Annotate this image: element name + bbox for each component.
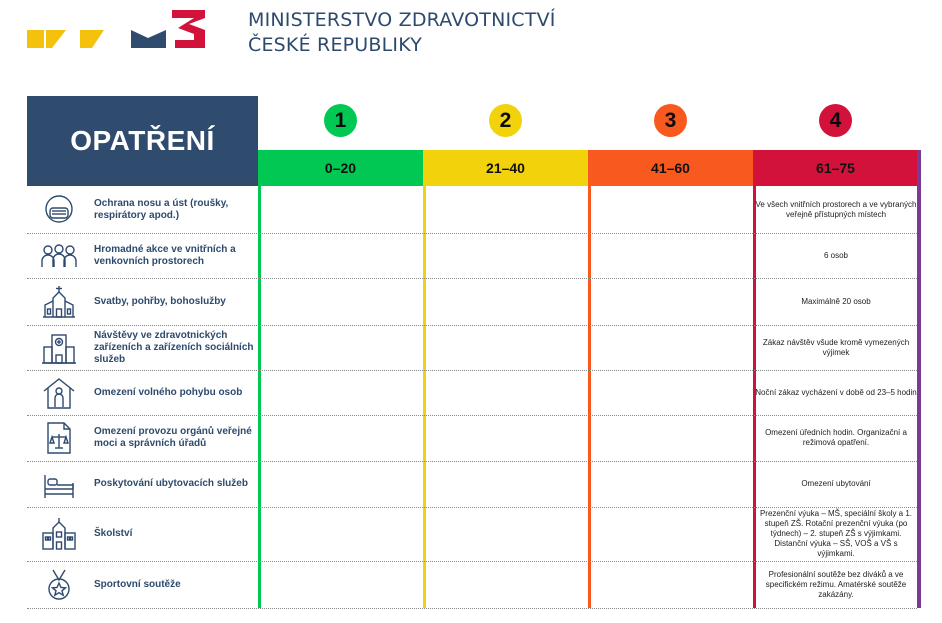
level-3-badge: 3 xyxy=(654,104,687,137)
level-2-badge: 2 xyxy=(489,104,522,137)
row-label: Sportovní soutěže xyxy=(94,578,181,590)
level-4-range: 61–75 xyxy=(753,150,918,186)
school-icon xyxy=(41,517,77,551)
row-value-level-4: Omezení ubytování xyxy=(801,479,871,488)
row-label: Poskytování ubytovacích služeb xyxy=(94,478,248,489)
table-row xyxy=(27,233,917,278)
row-value-level-4: Prezenční výuka – MŠ, speciální školy a 1. stupeň ZŠ. Rotační prezenční výuka (po týdnech) – 2. stupeň ZŠ s výjimkami. Distanční výuka – SŠ, VOŠ a VŠ s výjimkami. xyxy=(759,509,913,558)
table-row xyxy=(27,507,917,561)
level-4-badge: 4 xyxy=(819,104,852,137)
row-label: Ochrana nosu a úst (roušky, respirátory apod.) xyxy=(94,197,229,221)
table-row xyxy=(27,278,917,325)
row-label: Svatby, pohřby, bohoslužby xyxy=(94,295,226,307)
row-value-level-4: Omezení úředních hodin. Organizační a režimová opatření. xyxy=(765,428,907,447)
church-icon xyxy=(41,285,77,319)
row-value-level-4: Profesionální soutěže bez diváků a ve specifickém režimu. Amatérské soutěže zakázány. xyxy=(765,569,907,599)
row-value-level-4: 6 osob xyxy=(823,250,849,260)
row-value-level-4: Maximálně 20 osob xyxy=(801,296,871,306)
row-value-level-4: Noční zákaz vycházení v době od 23–5 hodin xyxy=(755,387,917,397)
measures-title: OPATŘENÍ xyxy=(27,96,258,186)
level-purple-edge xyxy=(917,150,921,608)
table-row xyxy=(27,415,917,461)
ministry-logo xyxy=(0,0,240,60)
level-1-badge: 1 xyxy=(324,104,357,137)
row-value-level-4: Zákaz návštěv všude kromě vymezených výjimek xyxy=(762,337,910,357)
level-3-range: 41–60 xyxy=(588,150,753,186)
people-group-icon xyxy=(41,239,77,273)
person-house-icon xyxy=(41,376,77,410)
row-label: Hromadné akce ve vnitřních a venkovních prostorech xyxy=(94,243,236,267)
row-separator xyxy=(27,608,917,609)
row-value-level-4: Ve všech vnitřních prostorech a ve vybraných veřejně přístupných místech xyxy=(755,199,917,219)
bed-icon xyxy=(41,467,77,501)
table-row xyxy=(27,186,917,233)
ministry-name-line1: MINISTERSTVO ZDRAVOTNICTVÍ xyxy=(248,9,556,31)
ministry-name xyxy=(248,8,556,58)
ministry-name-line2: ČESKÉ REPUBLIKY xyxy=(248,34,423,56)
row-label: Omezení provozu orgánů veřejné moci a správních úřadů xyxy=(94,426,252,449)
table-row xyxy=(27,461,917,507)
table-row xyxy=(27,370,917,415)
row-label: Školství xyxy=(94,528,133,539)
table-row xyxy=(27,561,917,608)
medal-icon xyxy=(41,568,77,602)
level-2-range: 21–40 xyxy=(423,150,588,186)
level-1-range: 0–20 xyxy=(258,150,423,186)
hospital-icon xyxy=(41,331,77,365)
face-mask-icon xyxy=(41,193,77,227)
row-label: Omezení volného pohybu osob xyxy=(94,386,243,398)
row-label: Návštěvy ve zdravotnických zařízeních a zařízeních sociálních služeb xyxy=(94,329,254,365)
document-scales-icon xyxy=(41,421,77,455)
table-row xyxy=(27,325,917,370)
